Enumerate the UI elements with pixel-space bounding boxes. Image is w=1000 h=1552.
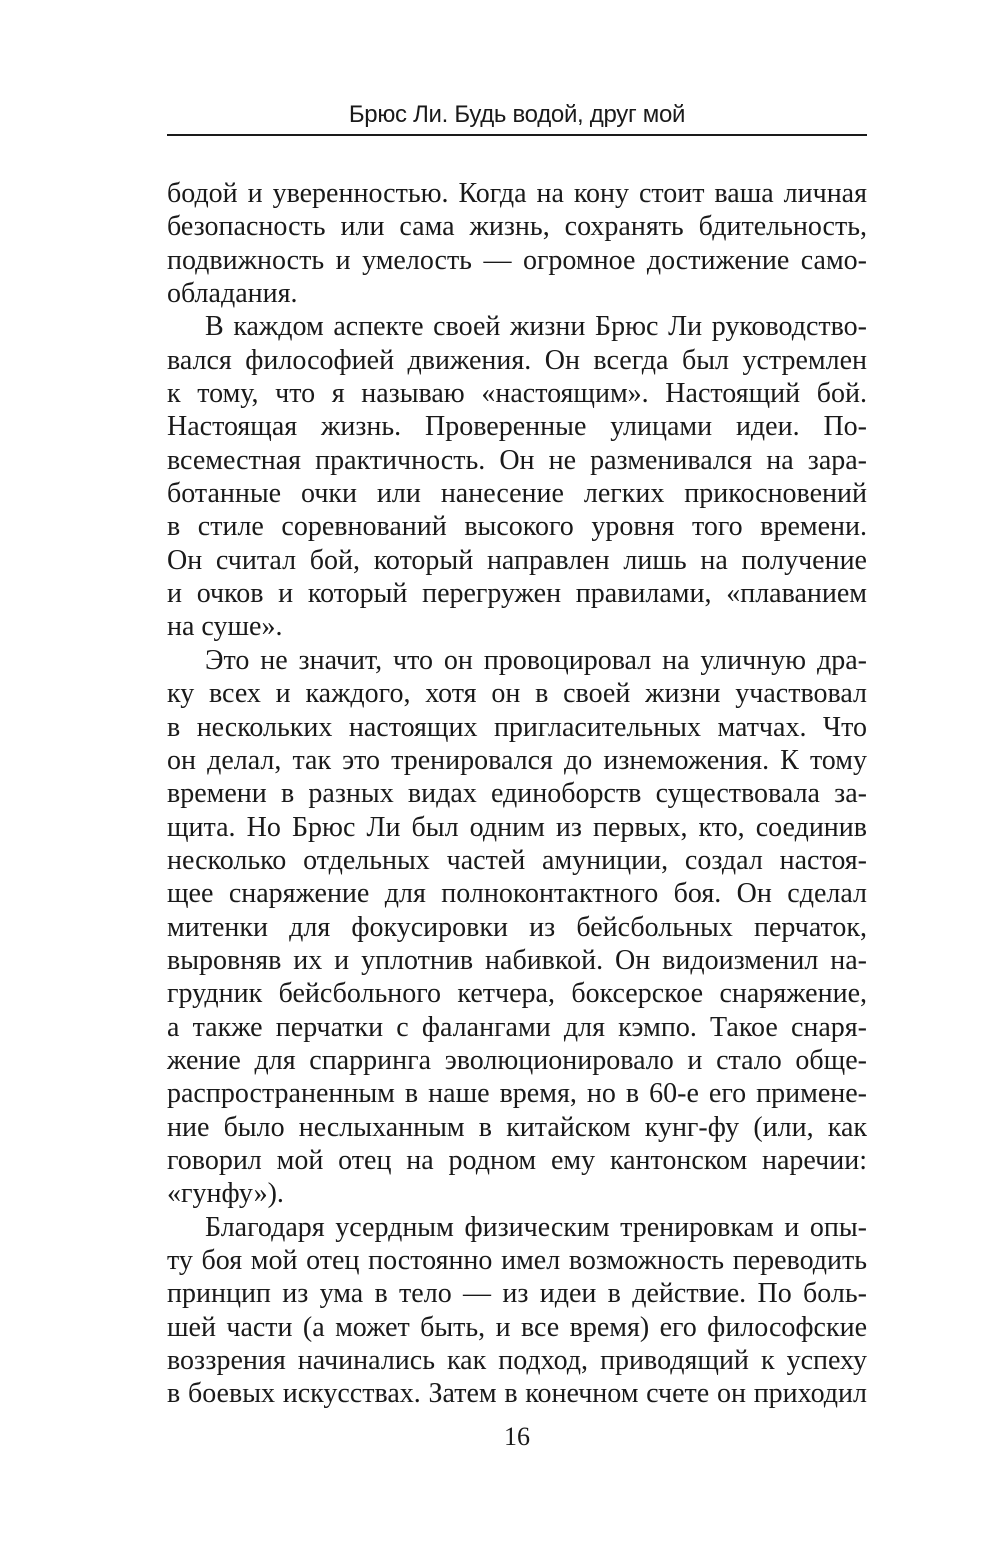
text-line: распространенным в наше время, но в 60-е его примене- [167, 1078, 867, 1110]
text-line: митенки для фокусировки из бейсбольных перчаток, [167, 911, 867, 943]
paragraph [167, 1211, 867, 1411]
text-line: шей части (а может быть, и все время) его философские [167, 1311, 867, 1343]
text-line: щее снаряжение для полноконтактного боя. Он сделал [167, 878, 867, 910]
text-line: на суше». [167, 611, 283, 643]
body-text [167, 177, 867, 1411]
text-line: Благодаря усердным физическим тренировкам и опы- [205, 1211, 867, 1243]
text-line: воззрения начинались как подход, приводящий к успеху [167, 1345, 867, 1377]
text-line: принцип из ума в тело — из идеи в действие. По боль- [167, 1278, 867, 1310]
text-line: Настоящая жизнь. Проверенные улицами идеи. По- [167, 411, 867, 443]
text-line: ту боя мой отец постоянно имел возможность переводить [167, 1245, 867, 1276]
text-line: безопасность или сама жизнь, сохранять бдительность, [167, 211, 867, 243]
text-line: подвижность и умелость — огромное достижение само- [167, 244, 867, 276]
text-line: выровняв их и уплотнив набивкой. Он видоизменил на- [167, 944, 867, 976]
text-line: а также перчатки с фалангами для кэмпо. Такое снаря- [167, 1011, 867, 1043]
text-line: несколько отдельных частей амуниции, создал настоя- [167, 844, 867, 876]
text-line: В каждом аспекте своей жизни Брюс Ли руководство- [205, 311, 867, 343]
text-line: времени в разных видах единоборств существовала за- [167, 778, 867, 810]
paragraph [167, 644, 867, 1211]
text-line: бодой и уверенностью. Когда на кону стоит ваша личная [167, 178, 867, 209]
text-line: он делал, так это тренировался до изнеможения. К тому [167, 744, 867, 776]
header-rule [167, 134, 867, 136]
text-line: всеместная практичность. Он не разменивался на зара- [167, 444, 867, 476]
text-line: «гунфу»). [167, 1178, 284, 1210]
text-line: в боевых искусствах. Затем в конечном счете он приходил [167, 1378, 867, 1410]
running-head: Брюс Ли. Будь водой, друг мой [348, 101, 686, 128]
text-line: Он считал бой, который направлен лишь на получение [167, 544, 867, 576]
text-line: в стиле соревнований высокого уровня того времени. [167, 511, 867, 543]
text-line: вался философией движения. Он всегда был устремлен [167, 344, 867, 376]
text-line: ние было неслыханным в китайском кунг-фу (или, как [167, 1111, 867, 1143]
page-number: 16 [504, 1422, 530, 1451]
text-line: Это не значит, что он провоцировал на уличную дра- [205, 644, 867, 676]
text-line: грудник бейсбольного кетчера, боксерское снаряжение, [167, 978, 867, 1010]
text-line: говорил мой отец на родном ему кантонском наречии: [167, 1144, 867, 1176]
text-line: ботанные очки или нанесение легких прикосновений [167, 478, 867, 510]
paragraph [167, 310, 867, 643]
paragraph [167, 177, 867, 310]
text-line: щита. Но Брюс Ли был одним из первых, кто, соединив [167, 811, 867, 843]
text-line: ку всех и каждого, хотя он в своей жизни участвовал [167, 678, 867, 710]
text-line: и очков и который перегружен правилами, «плаванием [167, 578, 867, 610]
text-line: в нескольких настоящих пригласительных матчах. Что [167, 711, 867, 743]
text-line: к тому, что я называю «настоящим». Настоящий бой. [167, 378, 867, 410]
text-line: обладания. [167, 278, 298, 310]
text-line: жение для спарринга эволюционировало и стало обще- [167, 1044, 867, 1076]
